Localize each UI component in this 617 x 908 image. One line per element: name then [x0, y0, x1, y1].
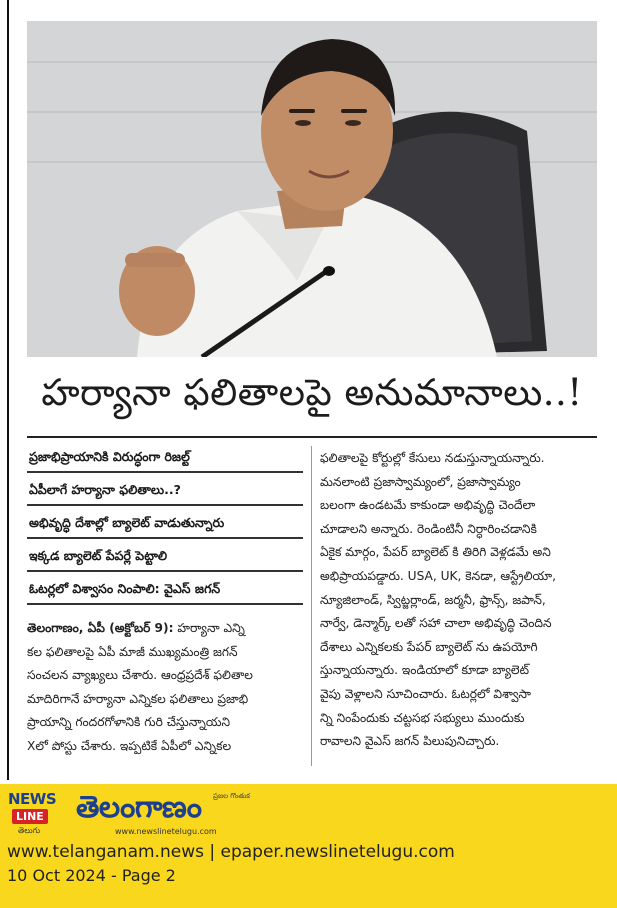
body-line: మాదిరిగానే హర్యానా ఎన్నికల ఫలితాలు ప్రజాభి: [27, 691, 249, 706]
footer-sites: www.telanganam.news | epaper.newslinetelugu.com: [7, 842, 455, 862]
left-body-text: [27, 617, 303, 759]
kicker-list: [27, 443, 303, 605]
speaker-photo-illustration: [27, 21, 597, 357]
body-line: కల ఫలితాలపై ఏపీ మాజీ ముఖ్యమంత్రి జగన్: [27, 644, 238, 659]
body-line: అభిప్రాయపడ్డారు. USA, UK, కెనడా, ఆస్ట్రేలియా,: [320, 568, 557, 583]
telanganam-brand: తెలంగాణం: [76, 790, 202, 825]
brand-tagline: ప్రజల గొంతుక: [213, 792, 250, 800]
logo-line-text: LINE: [12, 809, 48, 824]
logo-sub-text: తెలుగు: [18, 826, 41, 835]
logo-news-text: NEWS: [8, 790, 57, 808]
body-line: ప్రాయాన్ని గందరగోళానికి గురి చేస్తున్నాయని: [27, 715, 231, 730]
body-line: రావాలని వైఎస్ జగన్ పిలుపునిచ్చారు.: [320, 734, 500, 749]
body-line: స్తున్నాయన్నారు. ఇండియాలో కూడా బ్యాలెట్: [320, 663, 529, 678]
article-headline: హర్యానా ఫలితాలపై అనుమానాలు..!: [41, 371, 583, 414]
kicker-item: అభివృద్ధి దేశాల్లో బ్యాలెట్ వాడుతున్నారు: [27, 509, 303, 539]
column-divider: [311, 446, 312, 766]
left-margin-rule: [7, 0, 9, 780]
body-line: Xలో పోస్టు చేశారు. ఇప్పటికే ఏపీలో ఎన్నికల: [27, 738, 232, 753]
body-line: నార్వే, డెన్మార్క్ లతో సహా చాలా అభివృద్ధి చెందిన: [320, 616, 552, 631]
left-column: [27, 443, 303, 759]
right-body-text: [320, 447, 605, 754]
body-line-text: హర్యానా ఎన్ని: [173, 621, 245, 635]
headline-rule: [27, 436, 597, 438]
brand-url: www.newslinetelugu.com: [115, 827, 217, 836]
kicker-item: ఇక్కడ బ్యాలెట్ పేపర్లే పెట్టాలి: [27, 542, 303, 572]
kicker-item: ఏపీలాగే హర్యానా ఫలితాలు..?: [27, 476, 303, 506]
body-line: సంచలన వ్యాఖ్యలు చేశారు. ఆంధ్రప్రదేశ్ ఫలితాల: [27, 668, 253, 683]
article-photo: [27, 21, 597, 357]
body-line: ఏకైక మార్గం, పేపర్ బ్యాలెట్ కి తిరిగి వెళ్లడమే అని: [320, 545, 551, 560]
body-line: న్ని నింపేందుకు చట్టసభ సభ్యులు ముందుకు: [320, 710, 525, 725]
body-line: వైపు వెళ్లాలని సూచించారు. ఓటర్లలో విశ్వాసా: [320, 686, 531, 701]
body-line: ఫలితాలపై కోర్టుల్లో కేసులు నడుస్తున్నాయన్నారు.: [320, 451, 545, 465]
body-line: మనలాంటి ప్రజాస్వామ్యంలో, ప్రజాస్వామ్యం: [320, 474, 521, 489]
newsline-logo: [8, 790, 70, 838]
kicker-item: ప్రజాభిప్రాయానికి విరుద్ధంగా రిజల్ట్: [27, 443, 303, 473]
body-line: [27, 617, 303, 641]
dateline: తెలంగాణం, ఏపీ (అక్టోబర్ 9):: [27, 621, 174, 635]
body-line: దేశాలు ఎన్నికలకు పేపర్ బ్యాలెట్ ను ఉపయోగి: [320, 639, 538, 654]
kicker-item: ఓటర్లలో విశ్వాసం నింపాలి: వైఎస్ జగన్: [27, 575, 303, 605]
epaper-footer: [0, 784, 617, 908]
right-column: [320, 447, 605, 754]
body-line: న్యూజిలాండ్, స్విట్జర్లాండ్, జర్మనీ, ఫ్రాన్స్, జపాన్,: [320, 592, 546, 607]
body-line: బలంగా ఉండటమే కాకుండా అభివృద్ధి చెందేలా: [320, 498, 536, 513]
body-line: చూడాలని అన్నారు. రెండింటినీ నిర్ధారించడానికి: [320, 521, 537, 536]
footer-date-page: 10 Oct 2024 - Page 2: [7, 866, 176, 885]
